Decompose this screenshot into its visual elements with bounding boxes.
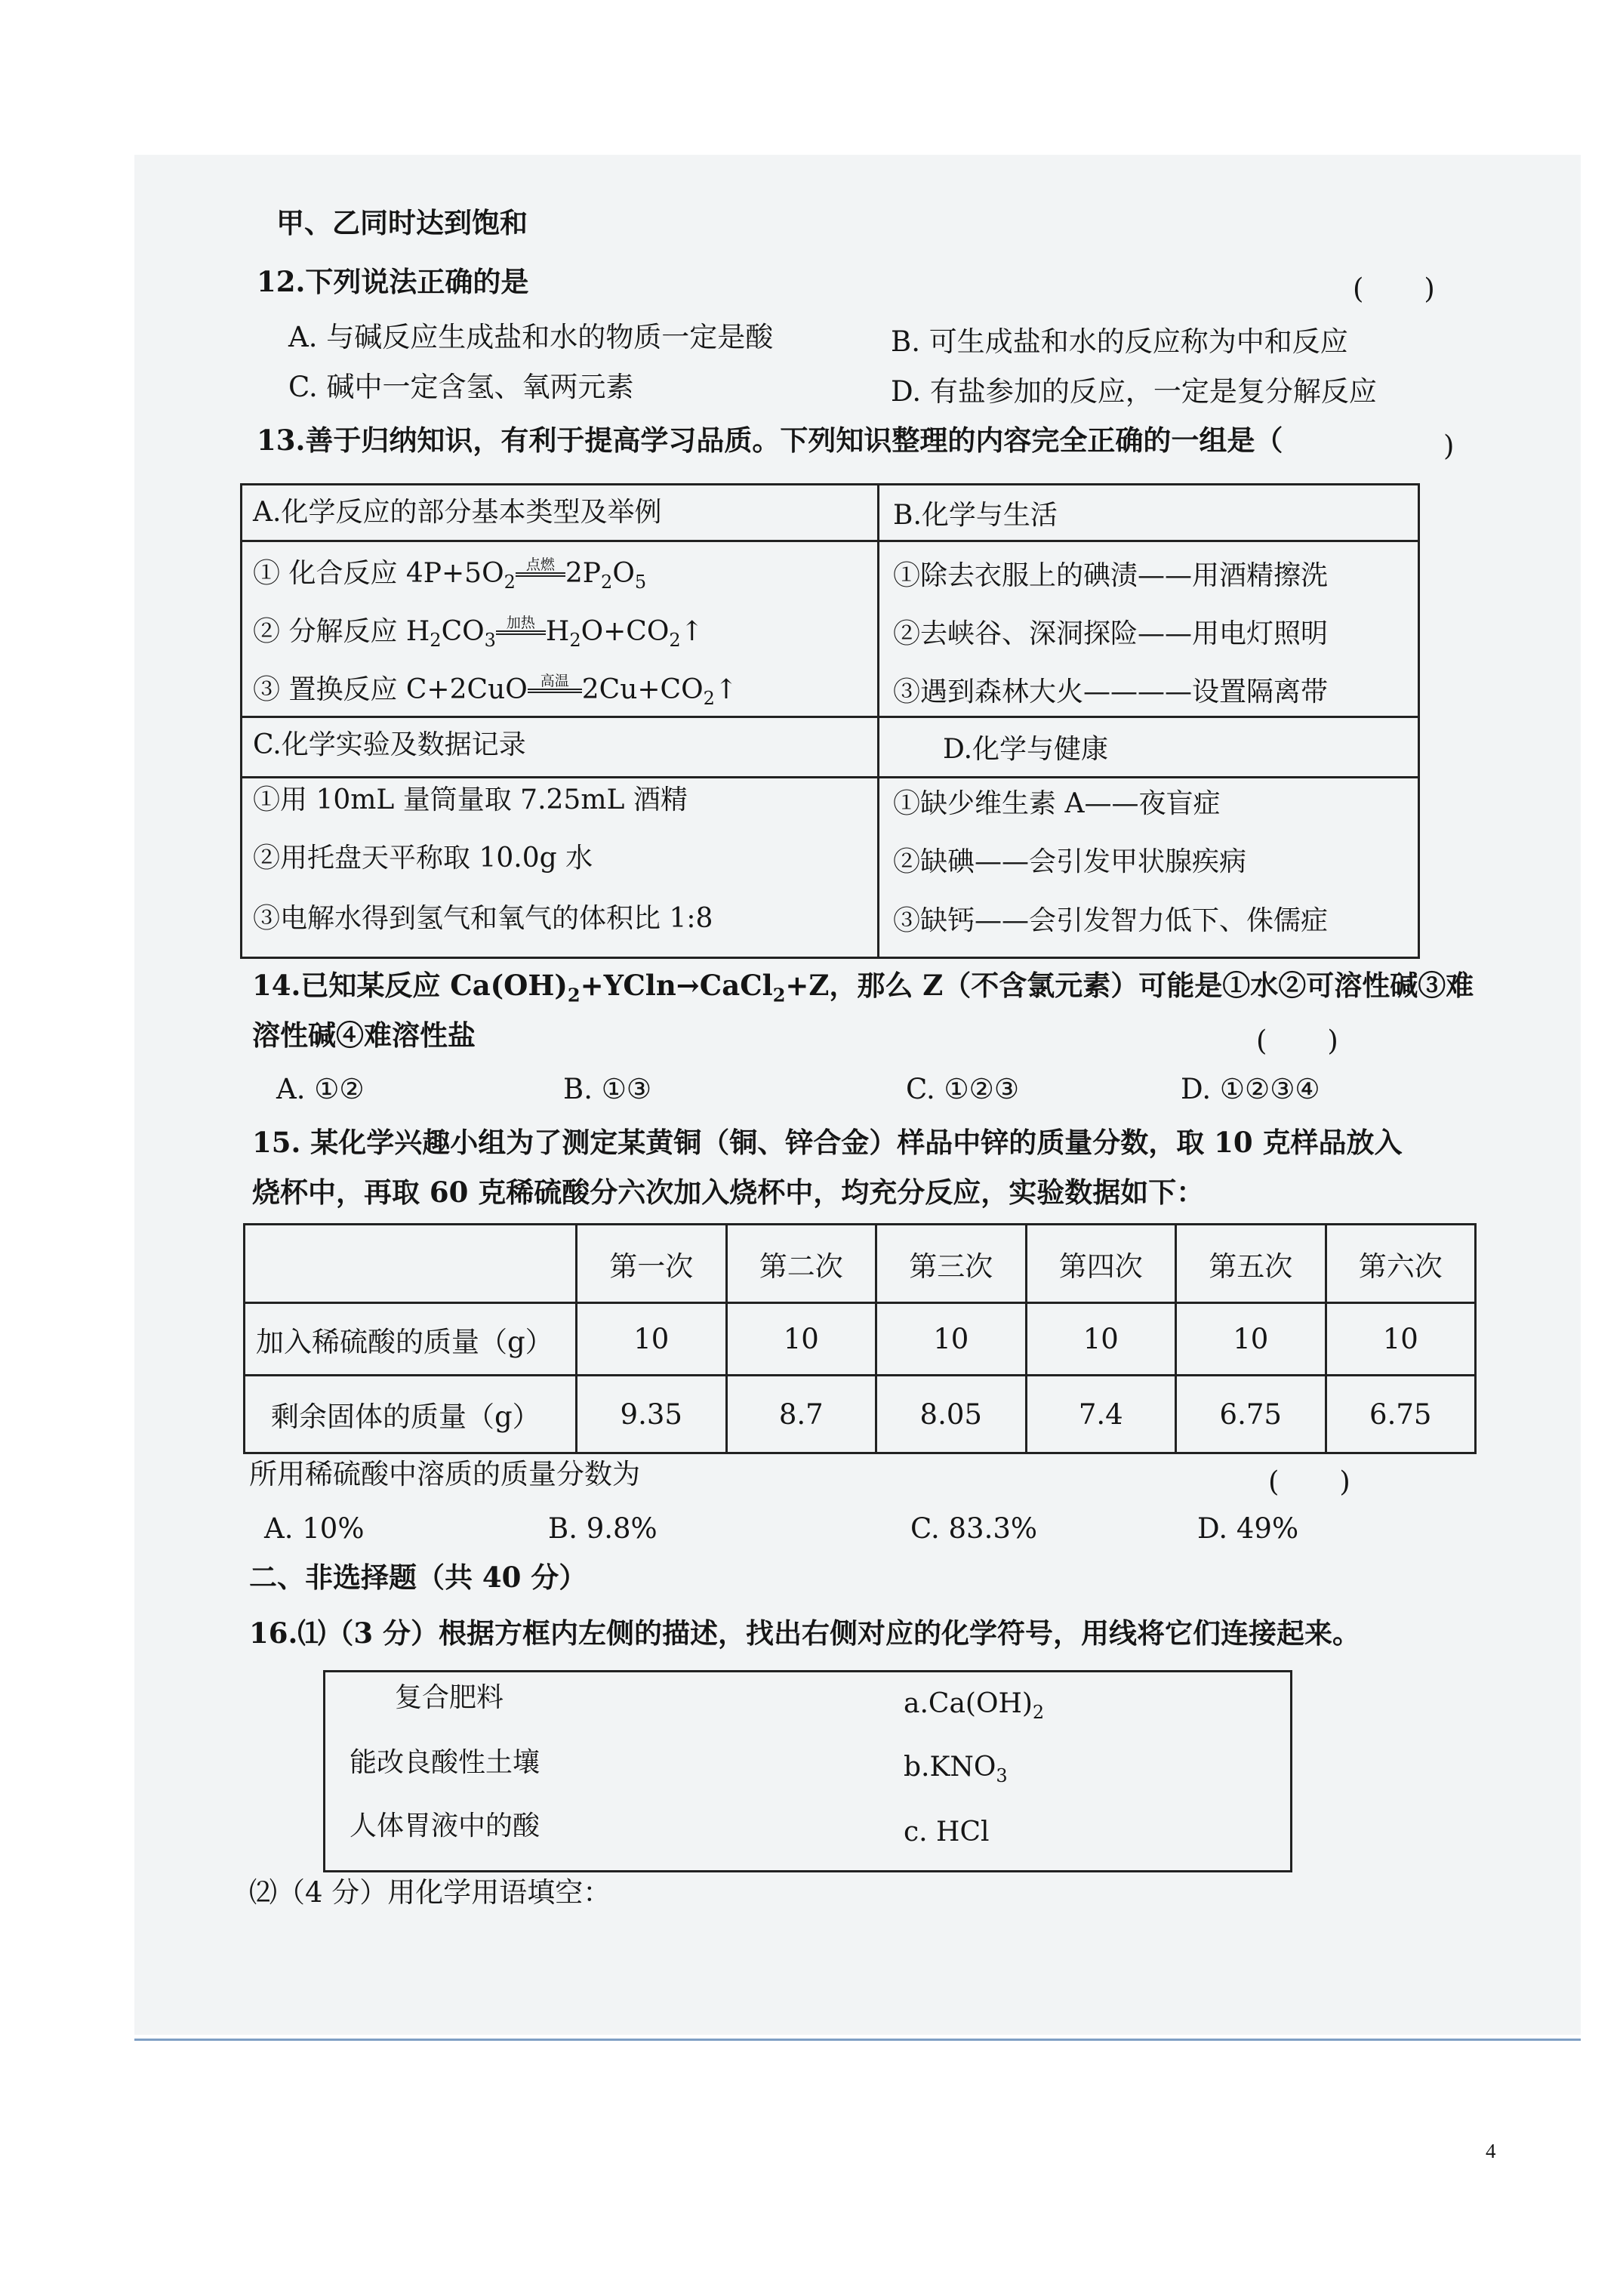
q14-stem-line-2: 溶性碱④难溶性盐 xyxy=(252,1019,476,1052)
q15-stem-line-2: 烧杯中，再取 60 克稀硫酸分六次加入烧杯中，均充分反应，实验数据如下： xyxy=(252,1176,1205,1209)
matching-right-item-c: c. HCl xyxy=(904,1817,990,1848)
q14-option-d: D. ①②③④ xyxy=(1181,1073,1320,1105)
q15-option-a: A. 10% xyxy=(264,1512,365,1545)
header-cell: 第四次 xyxy=(1026,1225,1176,1303)
data-cell: 6.75 xyxy=(1326,1376,1476,1453)
q15-stem: 15. 某化学兴趣小组为了测定某黄铜（铜、锌合金）样品中锌的质量分数，取 10 克样品放入 xyxy=(252,1126,1403,1159)
table-divider-vertical xyxy=(877,485,879,959)
matching-box xyxy=(323,1670,1292,1872)
q12-option-c: C. 碱中一定含氢、氧两元素 xyxy=(288,371,634,403)
data-cell: 10 xyxy=(1176,1303,1326,1376)
data-cell: 6.75 xyxy=(1176,1376,1326,1453)
data-cell: 10 xyxy=(1326,1303,1476,1376)
q15-option-c: C. 83.3% xyxy=(910,1512,1038,1545)
matching-left-item-1: 复合肥料 xyxy=(395,1682,504,1713)
group-d-item-1: ①缺少维生素 A——夜盲症 xyxy=(893,788,1221,819)
group-d-item-3: ③缺钙——会引发智力低下、侏儒症 xyxy=(893,905,1329,936)
experiment-data-table xyxy=(243,1223,1477,1454)
group-b-title: B.化学与生活 xyxy=(893,500,1058,531)
group-b-item-1: ①除去衣服上的碘渍——用酒精擦洗 xyxy=(893,560,1329,591)
previous-question-tail: 甲、乙同时达到饱和 xyxy=(276,206,528,239)
q15-option-d: D. 49% xyxy=(1197,1512,1299,1545)
matching-left-item-3: 人体胃液中的酸 xyxy=(350,1811,540,1841)
group-a-item-2: ② 分解反应 $H_2CO_3$ 加热 $H_2O+CO_2↑$ xyxy=(253,615,704,652)
data-cell: 8.05 xyxy=(876,1376,1027,1453)
group-c-item-2: ②用托盘天平称取 10.0g 水 xyxy=(253,843,593,874)
data-cell: 8.7 xyxy=(726,1376,876,1453)
q12-answer-paren: ( ) xyxy=(1353,273,1437,305)
header-cell: 第六次 xyxy=(1326,1225,1476,1303)
q14-answer-paren: ( ) xyxy=(1256,1025,1340,1057)
page-number: 4 xyxy=(1486,2140,1496,2162)
q12-stem: 12.下列说法正确的是 xyxy=(257,265,529,298)
q15-answer-paren: ( ) xyxy=(1268,1465,1352,1498)
header-cell: 第二次 xyxy=(726,1225,876,1303)
header-cell: 第五次 xyxy=(1176,1225,1326,1303)
group-a-item-1: ① 化合反应 $4P+5O_2$ 点燃 $2P_2O_5$ xyxy=(253,556,647,593)
group-d-item-2: ②缺碘——会引发甲状腺疾病 xyxy=(893,846,1247,877)
q15-option-b: B. 9.8% xyxy=(548,1512,658,1545)
matching-right-item-a: $a.Ca(OH)_2$ xyxy=(904,1688,1045,1724)
row-label: 剩余固体的质量（g） xyxy=(245,1376,577,1453)
matching-left-item-2: 能改良酸性土壤 xyxy=(350,1747,540,1778)
group-a-title: A.化学反应的部分基本类型及举例 xyxy=(253,497,662,528)
group-c-title: C.化学实验及数据记录 xyxy=(253,729,526,760)
q16-part-2: ⑵（4 分）用化学用语填空： xyxy=(249,1876,611,1909)
group-c-item-1: ①用 10mL 量筒量取 7.25mL 酒精 xyxy=(253,784,688,815)
q14-option-c: C. ①②③ xyxy=(906,1073,1020,1105)
q14-option-a: A. ①② xyxy=(276,1073,365,1105)
matching-right-item-b: $b.KNO_3$ xyxy=(904,1752,1008,1787)
knowledge-table xyxy=(240,483,1420,959)
q13-stem: 13.善于归纳知识，有利于提高学习品质。下列知识整理的内容完全正确的一组是（ xyxy=(257,424,1283,457)
q12-option-b: B. 可生成盐和水的反应称为中和反应 xyxy=(891,325,1348,358)
data-cell: 10 xyxy=(876,1303,1027,1376)
q16-stem: 16.⑴（3 分）根据方框内左侧的描述，找出右侧对应的化学符号，用线将它们连接起来。 xyxy=(249,1616,1360,1650)
data-cell: 7.4 xyxy=(1026,1376,1176,1453)
q12-option-d: D. 有盐参加的反应，一定是复分解反应 xyxy=(891,375,1377,408)
q15-question: 所用稀硫酸中溶质的质量分数为 xyxy=(249,1458,640,1490)
q14-stem: 14.已知某反应 $Ca(OH)_2+YCln\to CaCl_2+Z$，那么 Z（不含氯元素）可能是①水②可溶性碱③难 xyxy=(252,969,1474,1006)
q14-option-b: B. ①③ xyxy=(563,1073,652,1105)
header-cell: 第三次 xyxy=(876,1225,1027,1303)
group-d-title: D.化学与健康 xyxy=(943,734,1109,765)
row-label: 加入稀硫酸的质量（g） xyxy=(245,1303,577,1376)
group-b-item-2: ②去峡谷、深洞探险——用电灯照明 xyxy=(893,618,1329,649)
group-a-item-3: ③ 置换反应 C+2CuO 高温 $2Cu+CO_2↑$ xyxy=(253,673,738,710)
data-cell: 9.35 xyxy=(577,1376,727,1453)
footer-rule xyxy=(134,2039,1581,2041)
table-divider xyxy=(242,776,1418,778)
group-b-item-3: ③遇到森林大火————设置隔离带 xyxy=(893,676,1329,707)
header-cell: 第一次 xyxy=(577,1225,727,1303)
data-cell: 10 xyxy=(577,1303,727,1376)
q13-answer-paren: ) xyxy=(1443,430,1456,462)
q12-option-a: A. 与碱反应生成盐和水的物质一定是酸 xyxy=(288,321,774,353)
group-c-item-3: ③电解水得到氢气和氧气的体积比 1:8 xyxy=(253,903,713,934)
table-divider xyxy=(242,540,1418,542)
table-divider xyxy=(242,716,1418,718)
data-cell: 10 xyxy=(1026,1303,1176,1376)
data-cell: 10 xyxy=(726,1303,876,1376)
table-corner-cell xyxy=(245,1225,577,1303)
section-heading: 二、非选择题（共 40 分） xyxy=(249,1561,587,1594)
